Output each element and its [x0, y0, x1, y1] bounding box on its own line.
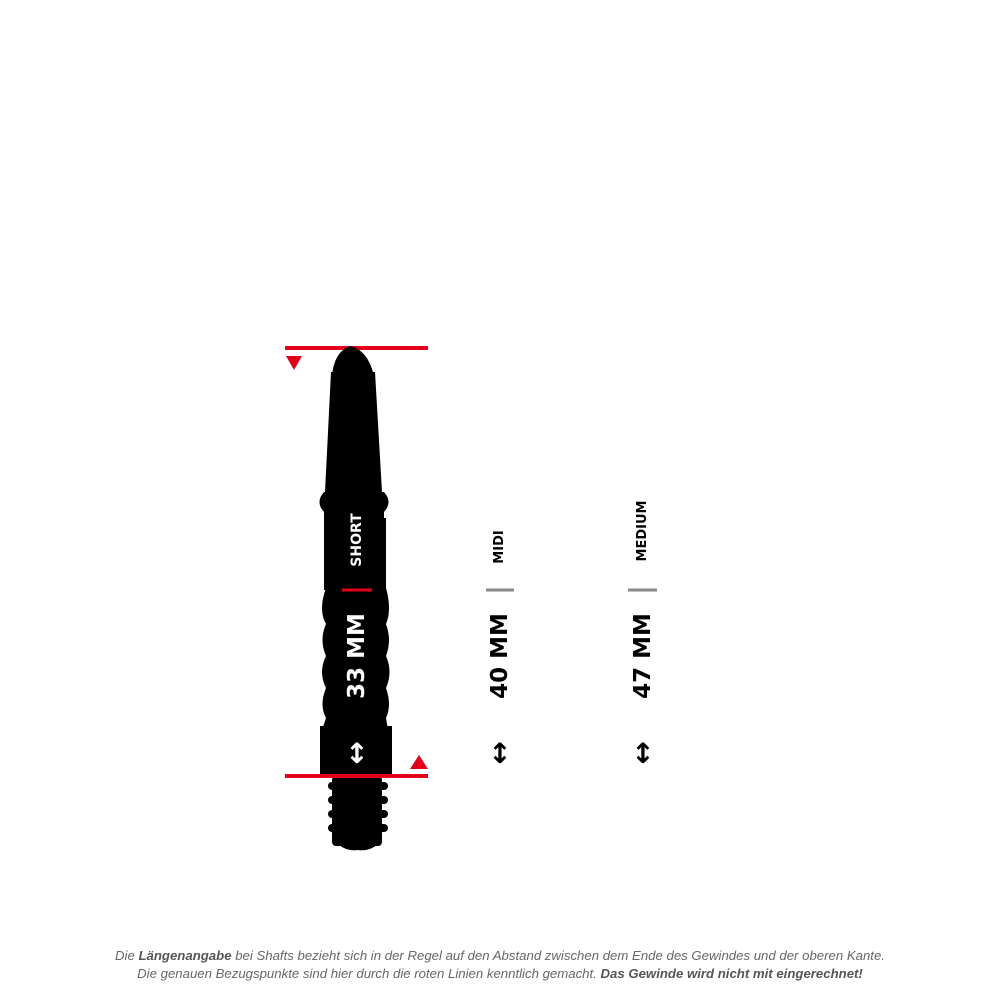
medium-length-label: 47 MM — [630, 613, 656, 699]
short-arrow-icon: ↕ — [345, 737, 369, 770]
medium-arrow-icon: ↕ — [631, 737, 655, 770]
midi-arrow-icon: ↕ — [488, 737, 512, 770]
midi-length-label: 40 MM — [487, 613, 513, 699]
top-reference-marker — [286, 356, 302, 370]
bottom-reference-marker — [410, 755, 428, 769]
footer-note-line-1 — [0, 948, 1000, 963]
footer-line2-pre: Die genauen Bezugspunkte sind hier durch die roten Linien kenntlich gemacht. — [137, 966, 601, 981]
short-variant-label: SHORT — [349, 513, 365, 567]
footer-line2-bold: Das Gewinde wird nicht mit eingerechnet! — [600, 966, 863, 981]
short-length-label: 33 MM — [344, 613, 370, 699]
footer-line1-bold: Längenangabe — [138, 948, 232, 963]
footer-line1-post: bei Shafts bezieht sich in der Regel auf den Abstand zwischen dem Ende des Gewindes und der oberen Kante. — [231, 948, 885, 963]
medium-variant-label: MEDIUM — [635, 500, 650, 562]
footer-note-line-2 — [0, 966, 1000, 981]
footer-line1-pre: Die — [115, 948, 139, 963]
midi-variant-label: MIDI — [492, 530, 507, 564]
